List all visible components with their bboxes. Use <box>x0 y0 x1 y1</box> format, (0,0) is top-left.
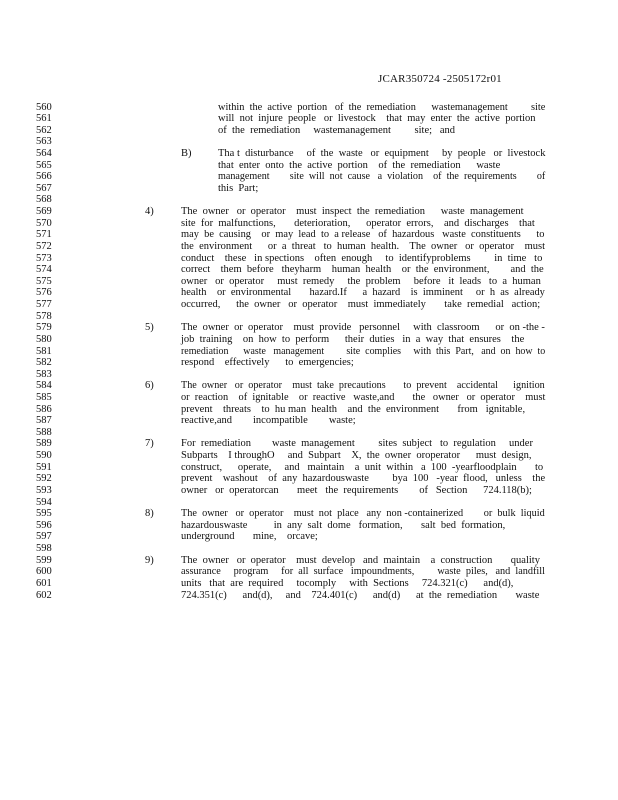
line-text: of the remediation wastemanagement site; and <box>218 124 456 136</box>
line-number: 561 <box>36 113 52 125</box>
line-text: prevent threats to hu man health and the environment from ignitable, <box>181 403 526 415</box>
line-number: 563 <box>36 136 52 148</box>
line-text: construct, operate, and maintain a unit within a 100 -yearfloodplain to <box>181 461 544 473</box>
line-number: 579 <box>36 322 52 334</box>
line-number: 571 <box>36 229 52 241</box>
line-text: that enter onto the active portion of the remediation waste <box>218 159 501 171</box>
line-number: 584 <box>36 380 52 392</box>
line-text: 724.351(c) and(d), and 724.401(c) and(d) at the remediation waste <box>181 589 540 601</box>
line-number: 581 <box>36 345 52 357</box>
line-text: correct them before theyharm human health or the environment, and the <box>181 264 544 276</box>
line-text: hazardouswaste in any salt dome formation, salt bed formation, <box>181 519 506 531</box>
line-number: 562 <box>36 124 52 136</box>
line-number: 574 <box>36 264 52 276</box>
line-number: 585 <box>36 392 52 403</box>
line-number: 602 <box>36 589 52 601</box>
line-number: 594 <box>36 496 52 508</box>
line-text: Tha t disturbance of the waste or equipment by people or livestock <box>218 147 546 159</box>
line-number: 580 <box>36 333 52 345</box>
line-text: job training on how to perform their duties in a way that ensures the <box>181 333 525 345</box>
line-number: 592 <box>36 473 52 485</box>
line-number: 586 <box>36 403 52 415</box>
line-number: 595 <box>36 508 52 520</box>
line-text: respond effectively to emergencies; <box>181 357 354 369</box>
line-number: 572 <box>36 240 52 252</box>
list-marker: 7) <box>145 438 154 450</box>
line-text: the environment or a threat to human health. The owner or operator must <box>181 240 546 252</box>
line-text: within the active portion of the remediation wastemanagement site <box>218 101 546 113</box>
line-number: 600 <box>36 566 52 578</box>
line-number: 590 <box>36 450 52 462</box>
line-number: 578 <box>36 310 52 322</box>
line-text: The owner or operator must provide personnel with classroom or on -the - <box>181 322 545 334</box>
line-text: management site will not cause a violation of the requirements of <box>218 171 546 183</box>
line-number: 568 <box>36 194 52 206</box>
line-text: conduct these in spections often enough to identifyproblems in time to <box>181 252 543 264</box>
line-number: 589 <box>36 438 52 450</box>
line-text: this Part; <box>218 182 259 194</box>
list-marker: B) <box>181 147 192 159</box>
line-number: 601 <box>36 577 52 589</box>
line-text: owner or operatorcan meet the requirements of Section 724.118(b); <box>181 484 532 496</box>
line-number: 598 <box>36 543 52 555</box>
line-number: 593 <box>36 484 52 496</box>
line-text: will not injure people or livestock that may enter the active portion <box>218 113 536 125</box>
line-number: 570 <box>36 217 52 229</box>
line-text: health or environmental hazard.If a hazard is imminent or h as already <box>181 287 545 299</box>
line-text: site for malfunctions, deterioration, operator errors, and discharges that <box>181 217 535 229</box>
line-text: For remediation waste management sites subject to regulation under <box>181 438 533 450</box>
line-number: 560 <box>36 101 52 113</box>
list-marker: 5) <box>145 322 154 334</box>
line-text: may be causing or may lead to a release of hazardous waste constituents to <box>181 229 545 241</box>
line-text: prevent washout of any hazardouswaste bya 100 -year flood, unless the <box>181 473 546 485</box>
list-marker: 6) <box>145 380 154 392</box>
line-number: 569 <box>36 206 52 218</box>
line-text: or reaction of ignitable or reactive waste,and the owner or operator must <box>181 392 546 403</box>
line-text: The owner or operator must inspect the remediation waste management <box>181 206 524 218</box>
line-number: 573 <box>36 252 52 264</box>
line-number: 588 <box>36 426 52 438</box>
line-number: 567 <box>36 182 52 194</box>
line-text: reactive,and incompatible waste; <box>181 415 356 427</box>
line-number: 565 <box>36 159 52 171</box>
line-number: 587 <box>36 415 52 427</box>
line-number: 597 <box>36 531 52 543</box>
line-number: 577 <box>36 299 52 311</box>
line-number: 564 <box>36 147 52 159</box>
line-number: 575 <box>36 275 52 287</box>
line-number: 583 <box>36 368 52 380</box>
line-text: Subparts I throughO and Subpart X, the owner oroperator must design, <box>181 450 532 462</box>
line-text: owner or operator must remedy the problem before it leads to a human <box>181 275 541 287</box>
list-marker: 9) <box>145 554 154 566</box>
line-text: underground mine, orcave; <box>181 531 318 543</box>
line-number: 596 <box>36 519 52 531</box>
document-id-header: JCAR350724 -2505172r01 <box>378 73 502 85</box>
line-text: units that are required tocomply with Sections 724.321(c) and(d), <box>181 577 514 589</box>
line-text: remediation waste management site complies with this Part, and on how to <box>181 345 546 357</box>
line-number: 576 <box>36 287 52 299</box>
line-text: occurred, the owner or operator must immediately take remedial action; <box>181 299 541 311</box>
list-marker: 8) <box>145 508 154 520</box>
list-marker: 4) <box>145 206 154 218</box>
line-text: The owner or operator must develop and maintain a construction quality <box>181 554 540 566</box>
line-number: 599 <box>36 554 52 566</box>
line-number: 566 <box>36 171 52 183</box>
line-number: 591 <box>36 461 52 473</box>
line-text: The owner or operator must not place any non -containerized or bulk liquid <box>181 508 545 520</box>
line-number: 582 <box>36 357 52 369</box>
line-text: The owner or operator must take precautions to prevent accidental ignition <box>181 380 545 392</box>
line-text: assurance program for all surface impoundments, waste piles, and landfill <box>181 566 545 578</box>
